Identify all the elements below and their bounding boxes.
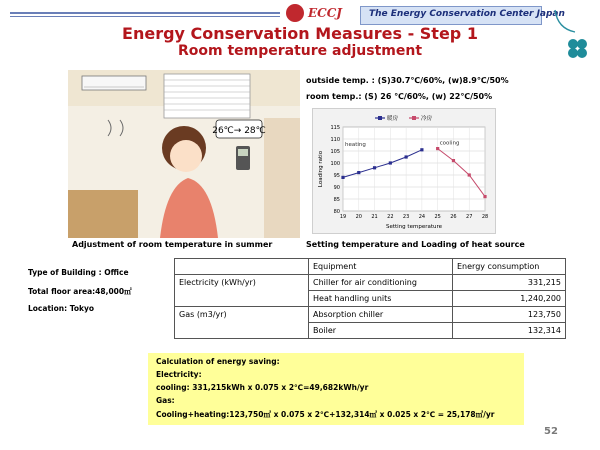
- org-name: The Energy Conservation Center Japan: [369, 9, 565, 19]
- legend-marker: [412, 116, 416, 120]
- table-row: [175, 275, 566, 291]
- page-title: Energy Conservation Measures - Step 1: [122, 24, 478, 43]
- chart-caption: Setting temperature and Loading of heat source: [306, 240, 525, 249]
- data-point-heating: [389, 161, 392, 164]
- y-tick-label: 105: [330, 149, 340, 155]
- data-point-heating: [373, 166, 376, 169]
- room-illustration: [68, 70, 300, 238]
- x-tick-label: 24: [418, 214, 426, 220]
- air-conditioner-icon: [82, 76, 146, 90]
- calc-elec-label: Electricity:: [156, 370, 202, 379]
- data-point-heating: [357, 171, 360, 174]
- x-tick-label: 27: [466, 214, 473, 220]
- data-point-heating: [405, 155, 408, 158]
- y-tick-label: 80: [333, 209, 340, 215]
- x-tick-label: 20: [355, 214, 362, 220]
- illustration-caption: Adjustment of room temperature in summer: [72, 240, 273, 249]
- data-point-cooling: [436, 147, 439, 150]
- logo-text: ECCJ: [308, 6, 342, 20]
- plot-area: [343, 127, 485, 211]
- data-point-cooling: [468, 173, 471, 176]
- y-tick-label: 110: [330, 137, 340, 143]
- series-label-cooling: cooling: [439, 140, 460, 147]
- bubble-text: 26℃→ 28℃: [212, 126, 266, 136]
- y-tick-label: 115: [330, 125, 340, 131]
- x-axis-label: Setting temperature: [385, 224, 443, 230]
- table-cell: 1,240,200: [453, 291, 566, 307]
- table-cell: 123,750: [453, 307, 566, 323]
- y-tick-label: 85: [333, 197, 340, 203]
- table-cell: Chiller for air conditioning: [309, 275, 453, 291]
- calc-title: Calculation of energy saving:: [156, 357, 280, 366]
- eccj-logo: [286, 2, 344, 24]
- chart-svg: [313, 109, 495, 233]
- x-tick-label: 25: [434, 214, 441, 220]
- table-header: Equipment: [309, 259, 453, 275]
- x-tick-label: 19: [339, 214, 347, 220]
- table-cell: Heat handling units: [309, 291, 453, 307]
- logo-mark-icon: [286, 4, 304, 22]
- x-tick-label: 21: [371, 214, 378, 220]
- location: Location: Tokyo: [28, 304, 94, 313]
- header-rule: [10, 12, 280, 14]
- data-point-heating: [341, 176, 344, 179]
- data-point-heating: [420, 148, 423, 151]
- room-temp: room temp.: (S) 26 ℃/60%, (w) 22℃/50%: [306, 92, 493, 101]
- floor-area: Total floor area:48,000㎡: [28, 287, 132, 296]
- y-axis-label: Loading ratio: [318, 150, 324, 188]
- x-tick-label: 28: [481, 214, 489, 220]
- calc-elec-line: cooling: 331,215kWh x 0.075 x 2℃=49,682kWh/yr: [156, 383, 369, 392]
- table-cell: Boiler: [309, 323, 453, 339]
- energy-table: [174, 258, 566, 339]
- org-name-bar: [360, 6, 565, 25]
- table-header: Energy consumption: [453, 259, 566, 275]
- legend-label: 暖房: [387, 116, 399, 122]
- y-tick-label: 95: [333, 173, 340, 179]
- table-header-blank: [175, 259, 309, 275]
- x-tick-label: 23: [402, 214, 410, 220]
- table-cell: Absorption chiller: [309, 307, 453, 323]
- x-tick-label: 22: [387, 214, 394, 220]
- y-tick-label: 100: [330, 161, 340, 167]
- legend-marker: [378, 116, 382, 120]
- table-category: Electricity (kWh/yr): [175, 275, 309, 307]
- legend-label: 冷房: [421, 116, 433, 122]
- loading-chart: [312, 108, 496, 234]
- page-number: 52: [544, 426, 558, 437]
- data-point-cooling: [483, 195, 486, 198]
- y-tick-label: 90: [333, 185, 340, 191]
- x-tick-label: 26: [450, 214, 457, 220]
- page-subtitle: Room temperature adjustment: [177, 43, 423, 59]
- calculation-box: [148, 353, 524, 425]
- table-cell: 132,314: [453, 323, 566, 339]
- table-header-row: [175, 259, 566, 275]
- outside-temp: outside temp. : (S)30.7℃/60%, (w)8.9℃/50%: [306, 76, 509, 85]
- data-point-cooling: [452, 159, 455, 162]
- table-row: [175, 307, 566, 323]
- header-rule-thin: [10, 16, 280, 17]
- table-cell: 331,215: [453, 275, 566, 291]
- table-category: Gas (m3/yr): [175, 307, 309, 339]
- calc-gas-label: Gas:: [156, 396, 175, 405]
- calc-gas-line: Cooling+heating:123,750㎥ x 0.075 x 2℃+132,314㎥ x 0.025 x 2℃ = 25,178㎥/yr: [156, 410, 495, 419]
- series-label-heating: heating: [345, 141, 366, 148]
- building-type: Type of Building : Office: [28, 268, 129, 277]
